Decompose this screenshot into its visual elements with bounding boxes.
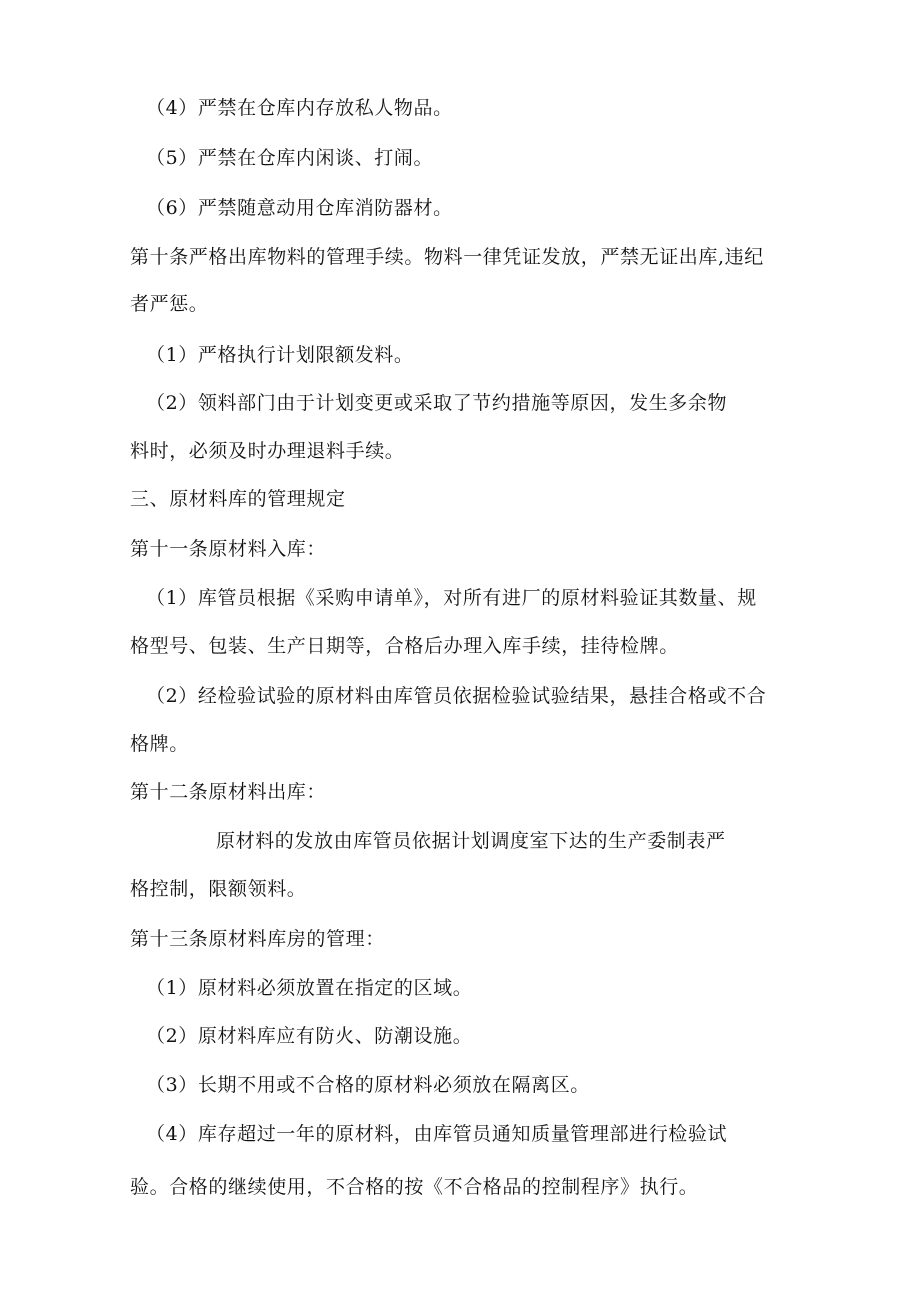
- article-12-continuation: 格控制，限额领料。: [130, 878, 307, 900]
- article-12-body: 原材料的发放由库管员依据计划调度室下达的生产委制表严: [216, 830, 726, 852]
- article-10-continuation: 者严惩。: [130, 293, 209, 315]
- article-11-heading: 第十一条原材料入库：: [130, 538, 327, 560]
- rule-item-6: （6）严禁随意动用仓库消防器材。: [146, 197, 453, 219]
- article-11-item-1-continuation: 格型号、包装、生产日期等，合格后办理入库手续，挂待检牌。: [130, 635, 679, 657]
- section-3-heading: 三、原材料库的管理规定: [130, 488, 346, 510]
- article-13-item-1: （1）原材料必须放置在指定的区域。: [146, 977, 473, 999]
- article-11-item-2: （2）经检验试验的原材料由库管员依据检验试验结果，悬挂合格或不合: [146, 685, 767, 707]
- article-10-heading: 第十条严格出库物料的管理手续。物料一律凭证发放，严禁无证出库,违纪: [130, 246, 764, 268]
- article-10-item-2: （2）领料部门由于计划变更或采取了节约措施等原因，发生多余物: [146, 392, 728, 414]
- article-10-item-1: （1）严格执行计划限额发料。: [146, 344, 414, 366]
- article-11-item-1: （1）库管员根据《采购申请单》，对所有进厂的原材料验证其数量、规: [146, 587, 757, 609]
- article-12-heading: 第十二条原材料出库：: [130, 781, 327, 803]
- article-13-item-2: （2）原材料库应有防火、防潮设施。: [146, 1025, 473, 1047]
- article-11-item-2-continuation: 格牌。: [130, 733, 189, 755]
- article-10-item-2-continuation: 料时，必须及时办理退料手续。: [130, 440, 405, 462]
- article-13-item-4-continuation: 验。合格的继续使用，不合格的按《不合格品的控制程序》执行。: [130, 1176, 699, 1198]
- rule-item-4: （4）严禁在仓库内存放私人物品。: [146, 97, 453, 119]
- article-13-item-3: （3）长期不用或不合格的原材料必须放在隔离区。: [146, 1074, 590, 1096]
- article-13-item-4: （4）库存超过一年的原材料，由库管员通知质量管理部进行检验试: [146, 1123, 728, 1145]
- article-13-heading: 第十三条原材料库房的管理：: [130, 928, 385, 950]
- rule-item-5: （5）严禁在仓库内闲谈、打闹。: [146, 147, 434, 169]
